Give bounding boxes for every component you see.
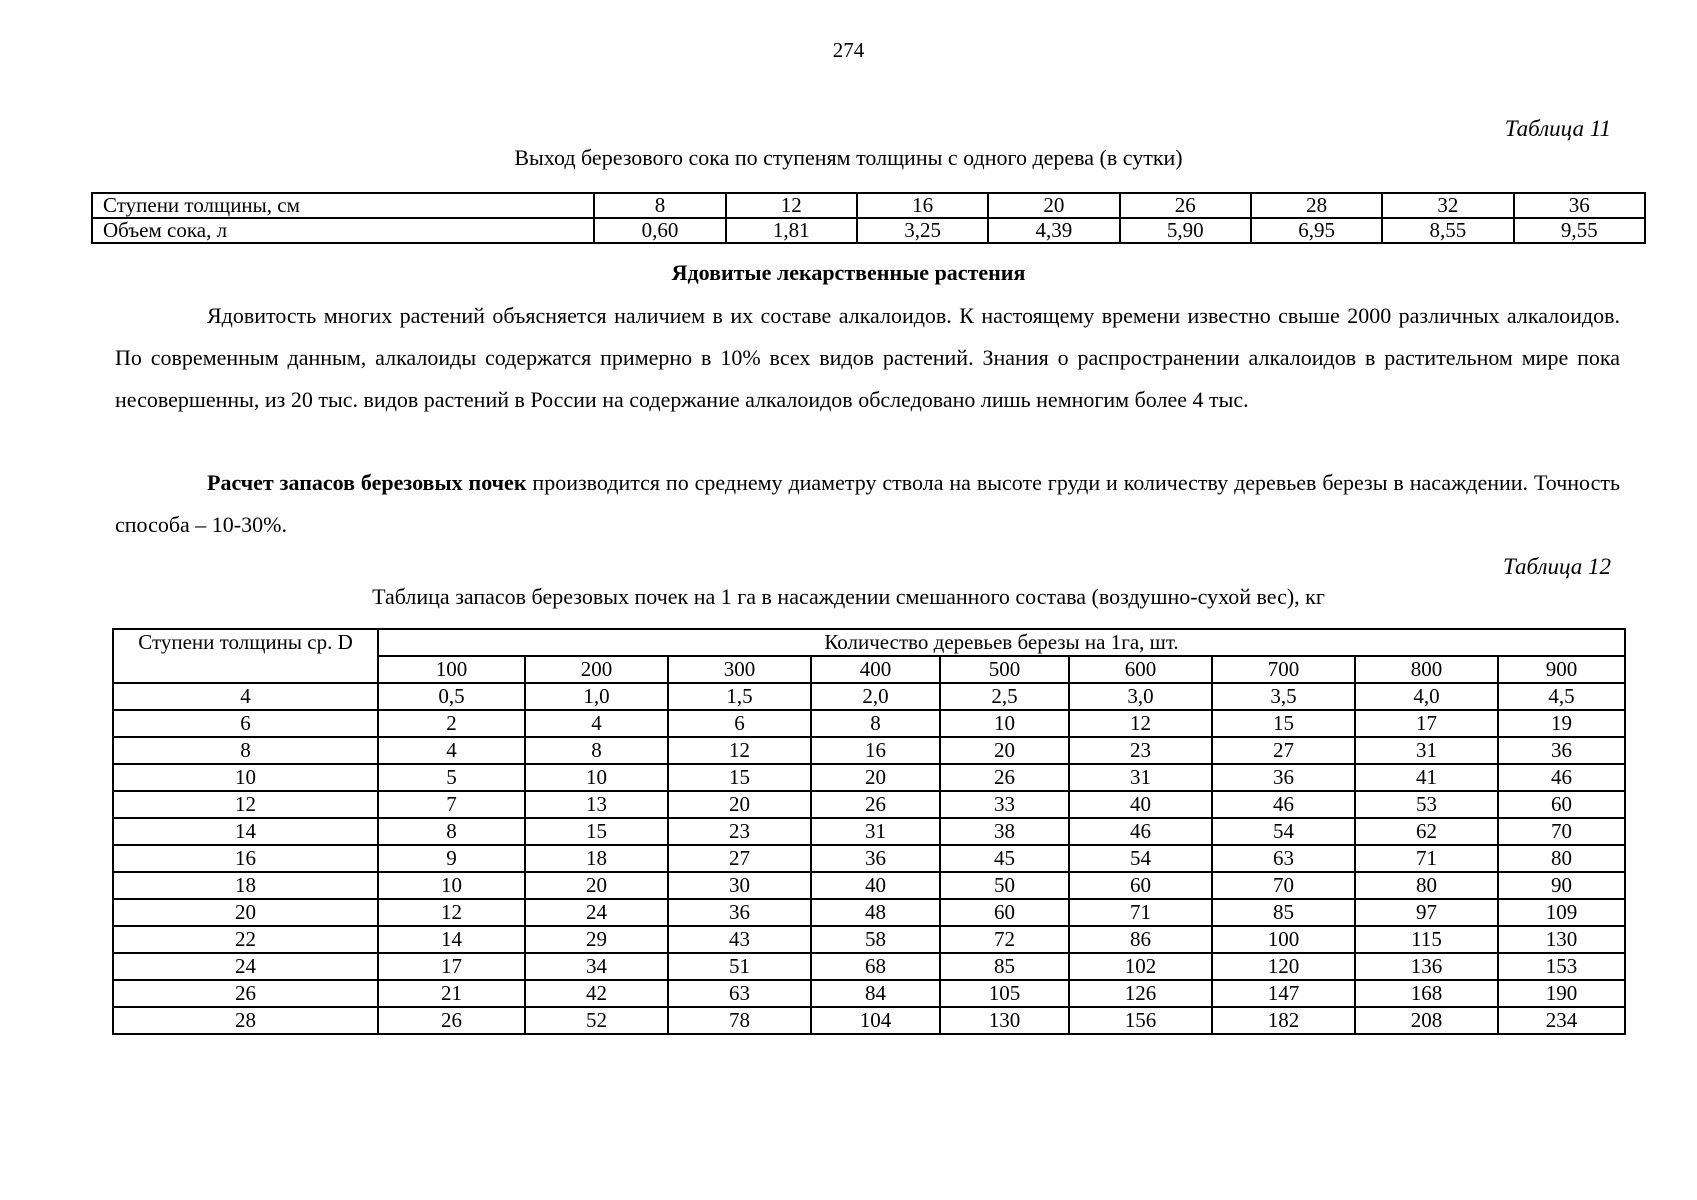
table-cell: 12: [378, 899, 525, 926]
table-cell: 86: [1069, 926, 1212, 953]
table-row: [92, 193, 1645, 218]
table-cell: 153: [1498, 953, 1625, 980]
table-cell: 4,5: [1498, 683, 1625, 710]
table-cell: 2,0: [811, 683, 940, 710]
table-cell: 182: [1212, 1007, 1355, 1034]
table-cell: 42: [525, 980, 668, 1007]
table-row: [92, 218, 1645, 243]
table-cell: 2: [378, 710, 525, 737]
table-cell: 3,0: [1069, 683, 1212, 710]
table-row: [113, 764, 1625, 791]
table-row: [113, 1007, 1625, 1034]
row-header-cell: 18: [113, 872, 378, 899]
column-header: 500: [940, 656, 1069, 683]
row-header-cell: 22: [113, 926, 378, 953]
table-row: [113, 872, 1625, 899]
sap-yield-table: [91, 192, 1646, 244]
table-cell: 168: [1355, 980, 1498, 1007]
table-cell: 26: [378, 1007, 525, 1034]
table-cell: 32: [1382, 193, 1513, 218]
table-cell: 40: [1069, 791, 1212, 818]
table-cell: 4,39: [988, 218, 1119, 243]
table-cell: 3,5: [1212, 683, 1355, 710]
table-cell: 15: [668, 764, 811, 791]
table11-caption: Выход березового сока по ступеням толщины с одного дерева (в сутки): [514, 145, 1183, 170]
table-cell: 8,55: [1382, 218, 1513, 243]
table-cell: 4: [525, 710, 668, 737]
paragraph-alkaloids: Ядовитость многих растений объясняется наличием в их составе алкалоидов. К настоящему времени известно свыше 2000 различных алкалоидов. По современным данным, алкалоиды содержатся примерно в 10% всех видов растений. Знания о распространении алкалоидов в растительном мире пока несовершенны, из 20 тыс. видов растений в России на содержание алкалоидов обследовано лишь немногим более 4 тыс.: [115, 303, 1620, 412]
table-cell: 136: [1355, 953, 1498, 980]
table-cell: 105: [940, 980, 1069, 1007]
table-cell: 15: [525, 818, 668, 845]
row-header-cell: 16: [113, 845, 378, 872]
table-cell: 71: [1069, 899, 1212, 926]
table-cell: 0,60: [594, 218, 725, 243]
table-cell: 26: [1120, 193, 1251, 218]
table-cell: 3,25: [857, 218, 988, 243]
column-group-header-tree-count: Количество деревьев березы на 1га, шт.: [378, 629, 1625, 656]
table-cell: 90: [1498, 872, 1625, 899]
table-cell: 8: [525, 737, 668, 764]
table-cell: 31: [1355, 737, 1498, 764]
column-header: 600: [1069, 656, 1212, 683]
table-cell: 71: [1355, 845, 1498, 872]
table-cell: 45: [940, 845, 1069, 872]
table-row: [113, 899, 1625, 926]
table-cell: 41: [1355, 764, 1498, 791]
table-row: [113, 980, 1625, 1007]
table-row: [113, 737, 1625, 764]
table-cell: 20: [811, 764, 940, 791]
table-cell: 48: [811, 899, 940, 926]
table-cell: 9,55: [1514, 218, 1645, 243]
table-cell: 5,90: [1120, 218, 1251, 243]
table-cell: 84: [811, 980, 940, 1007]
column-header: 800: [1355, 656, 1498, 683]
table-cell: 62: [1355, 818, 1498, 845]
table-row: [113, 818, 1625, 845]
row-header-cell: 10: [113, 764, 378, 791]
table-cell: 97: [1355, 899, 1498, 926]
table-cell: 27: [668, 845, 811, 872]
table-cell: 115: [1355, 926, 1498, 953]
table-cell: 54: [1069, 845, 1212, 872]
table-cell: 31: [811, 818, 940, 845]
table-cell: 16: [811, 737, 940, 764]
table-cell: 46: [1212, 791, 1355, 818]
table-cell: 60: [1069, 872, 1212, 899]
paragraph-text: производится по среднему диаметру ствола на высоте груди и количеству деревьев березы в насаждении. Точность способа – 10-30%.: [115, 470, 1620, 537]
column-header: 700: [1212, 656, 1355, 683]
table-cell: 130: [1498, 926, 1625, 953]
table-cell: 20: [988, 193, 1119, 218]
paragraph-buds-calculation: [115, 462, 1620, 546]
table-cell: 72: [940, 926, 1069, 953]
column-header: 400: [811, 656, 940, 683]
table-cell: 31: [1069, 764, 1212, 791]
table-cell: 60: [940, 899, 1069, 926]
table-cell: 0,5: [378, 683, 525, 710]
table-cell: 80: [1355, 872, 1498, 899]
table-cell: 10: [378, 872, 525, 899]
paragraph-bold-lead: Расчет запасов березовых почек: [207, 470, 527, 495]
table-cell: 70: [1498, 818, 1625, 845]
column-header-diameter: Ступени толщины ср. D: [113, 629, 378, 683]
page-number: 274: [832, 38, 865, 62]
table-cell: 51: [668, 953, 811, 980]
table-cell: 53: [1355, 791, 1498, 818]
table-row: [113, 710, 1625, 737]
table-cell: 190: [1498, 980, 1625, 1007]
table-cell: 126: [1069, 980, 1212, 1007]
table-row: [113, 845, 1625, 872]
row-header-cell: 12: [113, 791, 378, 818]
table-cell: 24: [525, 899, 668, 926]
table-cell: 34: [525, 953, 668, 980]
table-cell: 102: [1069, 953, 1212, 980]
table-cell: 63: [668, 980, 811, 1007]
table-cell: 13: [525, 791, 668, 818]
row-header-cell: 20: [113, 899, 378, 926]
table-cell: 234: [1498, 1007, 1625, 1034]
table-cell: 58: [811, 926, 940, 953]
table-cell: 36: [1212, 764, 1355, 791]
table-cell: 26: [940, 764, 1069, 791]
table-cell: 26: [811, 791, 940, 818]
table12-label: Таблица 12: [1502, 554, 1611, 579]
table-cell: 6: [668, 710, 811, 737]
table-cell: 1,5: [668, 683, 811, 710]
row-header-cell: 8: [113, 737, 378, 764]
table-cell: 12: [1069, 710, 1212, 737]
table11-label: Таблица 11: [1504, 116, 1611, 141]
table-cell: 12: [668, 737, 811, 764]
row-header-cell: 14: [113, 818, 378, 845]
row-header-cell: Ступени толщины, см: [92, 193, 594, 218]
table-cell: 6,95: [1251, 218, 1382, 243]
table-row: [113, 953, 1625, 980]
column-header: 100: [378, 656, 525, 683]
table-cell: 80: [1498, 845, 1625, 872]
table-cell: 68: [811, 953, 940, 980]
table-cell: 109: [1498, 899, 1625, 926]
table-cell: 36: [1498, 737, 1625, 764]
row-header-cell: 26: [113, 980, 378, 1007]
table-cell: 7: [378, 791, 525, 818]
table-cell: 19: [1498, 710, 1625, 737]
section-title: Ядовитые лекарственные растения: [671, 260, 1026, 285]
table-cell: 27: [1212, 737, 1355, 764]
table-cell: 20: [525, 872, 668, 899]
row-header-cell: 28: [113, 1007, 378, 1034]
table-cell: 10: [940, 710, 1069, 737]
table-cell: 85: [1212, 899, 1355, 926]
table-cell: 78: [668, 1007, 811, 1034]
table-cell: 36: [668, 899, 811, 926]
table-cell: 46: [1498, 764, 1625, 791]
table-cell: 29: [525, 926, 668, 953]
table-row: [113, 926, 1625, 953]
table-cell: 20: [940, 737, 1069, 764]
table-row: [113, 683, 1625, 710]
table-cell: 36: [811, 845, 940, 872]
table-cell: 100: [1212, 926, 1355, 953]
row-header-cell: 6: [113, 710, 378, 737]
table-cell: 1,81: [726, 218, 857, 243]
table-cell: 8: [594, 193, 725, 218]
table-cell: 38: [940, 818, 1069, 845]
table-cell: 30: [668, 872, 811, 899]
table-cell: 208: [1355, 1007, 1498, 1034]
table-cell: 2,5: [940, 683, 1069, 710]
table-cell: 8: [378, 818, 525, 845]
header-row: [113, 629, 1625, 656]
table-cell: 21: [378, 980, 525, 1007]
row-header-cell: 24: [113, 953, 378, 980]
table-cell: 130: [940, 1007, 1069, 1034]
table12-caption: Таблица запасов березовых почек на 1 га в насаждении смешанного состава (воздушно-сухой вес), кг: [372, 584, 1325, 609]
table-cell: 17: [378, 953, 525, 980]
table-cell: 4,0: [1355, 683, 1498, 710]
column-header: 300: [668, 656, 811, 683]
table-cell: 52: [525, 1007, 668, 1034]
table-cell: 60: [1498, 791, 1625, 818]
table-cell: 4: [378, 737, 525, 764]
table-cell: 5: [378, 764, 525, 791]
table-cell: 23: [668, 818, 811, 845]
table-cell: 156: [1069, 1007, 1212, 1034]
table-cell: 43: [668, 926, 811, 953]
table-cell: 120: [1212, 953, 1355, 980]
table-cell: 36: [1514, 193, 1645, 218]
table-cell: 15: [1212, 710, 1355, 737]
birch-bud-stock-table: [112, 628, 1626, 1035]
table-cell: 14: [378, 926, 525, 953]
table-cell: 85: [940, 953, 1069, 980]
table-cell: 8: [811, 710, 940, 737]
table-cell: 46: [1069, 818, 1212, 845]
table-cell: 70: [1212, 872, 1355, 899]
table-cell: 9: [378, 845, 525, 872]
table-cell: 12: [726, 193, 857, 218]
table-cell: 33: [940, 791, 1069, 818]
table-cell: 23: [1069, 737, 1212, 764]
table-cell: 54: [1212, 818, 1355, 845]
table-cell: 20: [668, 791, 811, 818]
table-cell: 104: [811, 1007, 940, 1034]
table-cell: 18: [525, 845, 668, 872]
table-cell: 147: [1212, 980, 1355, 1007]
table-cell: 16: [857, 193, 988, 218]
table-row: [113, 791, 1625, 818]
table-cell: 10: [525, 764, 668, 791]
table-cell: 40: [811, 872, 940, 899]
table-cell: 28: [1251, 193, 1382, 218]
table-cell: 50: [940, 872, 1069, 899]
row-header-cell: 4: [113, 683, 378, 710]
table-cell: 1,0: [525, 683, 668, 710]
row-header-cell: Объем сока, л: [92, 218, 594, 243]
table-cell: 63: [1212, 845, 1355, 872]
column-header: 900: [1498, 656, 1625, 683]
table-cell: 17: [1355, 710, 1498, 737]
column-header: 200: [525, 656, 668, 683]
